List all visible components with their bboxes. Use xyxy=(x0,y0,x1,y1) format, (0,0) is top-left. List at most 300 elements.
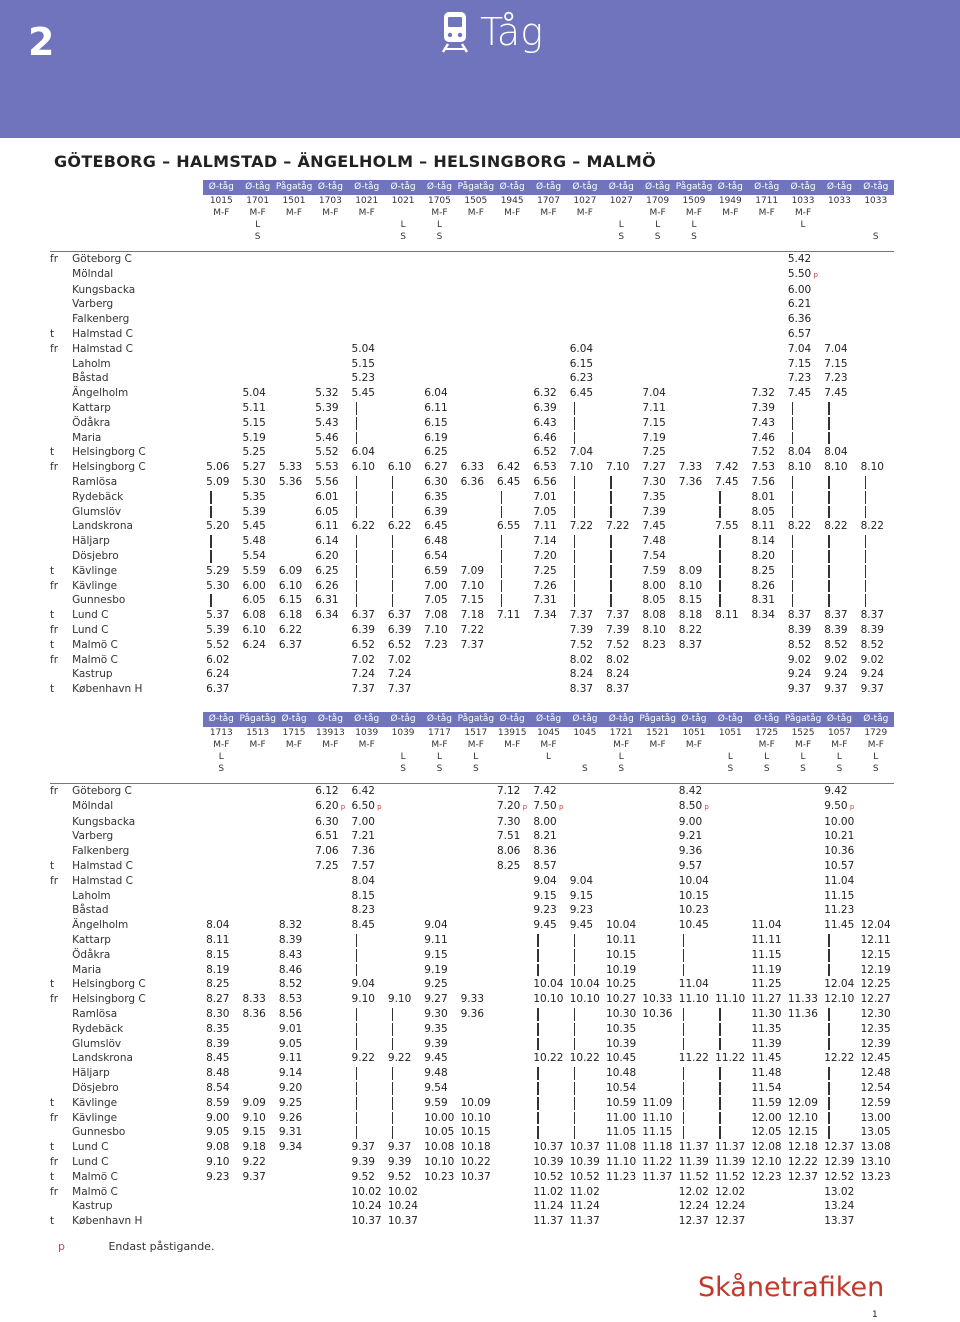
departure-time: 6.34 xyxy=(315,609,339,622)
table-row xyxy=(50,608,894,623)
departure-time: 5.54 xyxy=(242,549,266,562)
departure-time: 9.04 xyxy=(569,874,594,887)
header-row-numbers xyxy=(50,727,894,739)
departure-time: 11.45 xyxy=(751,1052,782,1065)
train-flag: L xyxy=(618,752,624,762)
boarding-only-marker: p xyxy=(702,802,709,811)
departure-time: 10.15 xyxy=(606,948,637,961)
departure-time xyxy=(458,799,494,815)
station-name: Malmö C xyxy=(72,1185,118,1198)
passes-through-marker xyxy=(385,1096,421,1111)
passes-through-marker xyxy=(821,401,857,416)
departure-time xyxy=(712,977,748,992)
departure-time: 5.39 xyxy=(242,505,266,518)
train-days: M-F xyxy=(576,208,593,218)
departure-time xyxy=(530,623,566,638)
departure-time: 8.59 xyxy=(206,1096,230,1109)
passes-through-marker xyxy=(821,475,857,490)
departure-time xyxy=(276,445,312,460)
departure-time: 13.02 xyxy=(824,1185,855,1198)
train-flag xyxy=(349,763,385,775)
departure-time xyxy=(239,829,275,844)
departure-time xyxy=(676,534,712,549)
departure-time xyxy=(603,327,639,342)
train-flag xyxy=(712,231,748,243)
station-name: Ödåkra xyxy=(72,416,111,429)
departure-time: 7.55 xyxy=(715,520,739,533)
departure-time xyxy=(712,401,748,416)
direction-marker xyxy=(50,1125,72,1140)
train-type: Ø-tåg xyxy=(603,712,639,727)
station-name: Kävlinge xyxy=(72,1096,118,1109)
departure-time xyxy=(239,1081,275,1096)
departure-time xyxy=(458,667,494,682)
passes-through-marker xyxy=(385,475,421,490)
departure-time: 7.32 xyxy=(751,387,775,400)
legend-key: p xyxy=(58,1240,65,1253)
departure-time xyxy=(858,342,894,357)
departure-time: 8.23 xyxy=(642,638,666,651)
departure-time xyxy=(712,903,748,918)
train-flag xyxy=(312,763,348,775)
departure-time xyxy=(385,297,421,312)
departure-time: 6.30 xyxy=(424,475,448,488)
train-flag: L xyxy=(800,752,806,762)
train-flag xyxy=(530,231,566,243)
train-days: M-F xyxy=(540,740,557,750)
departure-time: 6.12 xyxy=(312,784,348,799)
departure-time: 7.36 xyxy=(678,475,703,488)
departure-time xyxy=(276,283,312,298)
departure-time: 10.10 xyxy=(569,993,600,1006)
passes-through-marker xyxy=(349,431,385,446)
passes-through-marker xyxy=(676,1125,712,1140)
departure-time xyxy=(858,327,894,342)
departure-time xyxy=(858,445,894,460)
departure-time: 7.04 xyxy=(787,342,812,355)
departure-time: 9.52 xyxy=(351,1170,375,1183)
departure-time: 8.10 xyxy=(860,461,884,474)
table-row xyxy=(50,564,894,579)
station-name: Kungsbacka xyxy=(72,815,136,828)
departure-time xyxy=(421,859,457,874)
departure-time: 8.04 xyxy=(787,446,812,459)
departure-time: 5.27 xyxy=(242,461,266,474)
passes-through-marker xyxy=(349,416,385,431)
direction-marker xyxy=(50,667,72,682)
departure-time: 11.18 xyxy=(642,1141,673,1154)
departure-time: 6.04 xyxy=(569,342,594,355)
departure-time: 12.04 xyxy=(860,919,891,932)
train-days: M-F xyxy=(649,740,666,750)
table-row xyxy=(50,1096,894,1111)
departure-time: 6.02 xyxy=(206,653,230,666)
departure-time xyxy=(749,682,785,697)
departure-time: 7.43 xyxy=(751,416,775,429)
departure-time: 7.33 xyxy=(678,461,703,474)
train-type: Ø-tåg xyxy=(312,712,348,727)
train-number: 1039 xyxy=(391,728,415,738)
passes-through-marker xyxy=(821,1081,857,1096)
departure-time: 8.30 xyxy=(206,1007,230,1020)
departure-time: 8.25 xyxy=(496,859,521,872)
departure-time: 8.52 xyxy=(787,638,812,651)
passes-through-marker xyxy=(385,1037,421,1052)
departure-time: 5.09 xyxy=(206,475,230,488)
departure-time xyxy=(239,1214,275,1229)
departure-time xyxy=(276,1185,312,1200)
departure-time: 6.10 xyxy=(278,579,303,592)
departure-time: 7.51 xyxy=(496,830,521,843)
departure-time xyxy=(785,1214,821,1229)
departure-time xyxy=(785,1066,821,1081)
passes-through-marker xyxy=(712,1125,748,1140)
departure-time xyxy=(458,874,494,889)
departure-time: 7.45 xyxy=(715,475,739,488)
departure-time xyxy=(276,312,312,327)
departure-time xyxy=(458,431,494,446)
passes-through-marker xyxy=(821,416,857,431)
departure-time xyxy=(494,992,530,1007)
train-flag xyxy=(494,231,530,243)
direction-marker xyxy=(50,948,72,963)
departure-time: 10.21 xyxy=(824,830,855,843)
departure-time xyxy=(785,903,821,918)
departure-time: 11.37 xyxy=(642,1170,673,1183)
departure-time: 12.15 xyxy=(860,948,891,961)
departure-time: 11.19 xyxy=(751,963,782,976)
departure-time: 8.39 xyxy=(206,1037,230,1050)
header-row-types xyxy=(50,180,894,195)
departure-time xyxy=(276,357,312,372)
departure-time: 6.55 xyxy=(496,520,521,533)
passes-through-marker xyxy=(712,579,748,594)
departure-time xyxy=(385,431,421,446)
station-name: Varberg xyxy=(72,298,114,311)
station-name: Helsingborg C xyxy=(72,993,146,1006)
train-number: 1949 xyxy=(718,196,742,206)
departure-time: 7.10 xyxy=(569,461,594,474)
departure-time xyxy=(603,815,639,830)
departure-time: 10.48 xyxy=(606,1067,637,1080)
departure-time: 12.18 xyxy=(787,1141,818,1154)
table-row xyxy=(50,1007,894,1022)
departure-time: 9.27 xyxy=(424,993,448,1006)
train-days: M-F xyxy=(504,208,521,218)
passes-through-marker xyxy=(567,948,603,963)
passes-through-marker xyxy=(858,534,894,549)
departure-time: 12.02 xyxy=(715,1185,746,1198)
departure-time xyxy=(749,829,785,844)
passes-through-marker xyxy=(676,933,712,948)
station-name: Halmstad C xyxy=(72,859,133,872)
departure-time: 11.10 xyxy=(678,993,709,1006)
train-flag: S xyxy=(218,764,225,774)
direction-marker: fr xyxy=(50,342,59,355)
departure-time xyxy=(349,312,385,327)
departure-time xyxy=(421,312,457,327)
departure-time xyxy=(749,252,785,267)
departure-time xyxy=(603,416,639,431)
departure-time: 6.14 xyxy=(315,535,339,548)
departure-time xyxy=(494,1007,530,1022)
departure-time: 10.52 xyxy=(533,1170,564,1183)
departure-time: 11.11 xyxy=(751,933,782,946)
departure-time xyxy=(458,903,494,918)
boarding-only-marker: p xyxy=(520,802,528,811)
departure-time xyxy=(421,283,457,298)
train-flag xyxy=(676,751,712,763)
departure-time xyxy=(603,889,639,904)
departure-time: 12.39 xyxy=(860,1037,891,1050)
departure-time xyxy=(312,638,348,653)
departure-time: 8.15 xyxy=(206,948,230,961)
train-type: Ø-tåg xyxy=(749,180,785,195)
direction-marker: t xyxy=(50,978,55,991)
departure-time xyxy=(639,963,675,978)
departure-time xyxy=(676,490,712,505)
passes-through-marker xyxy=(203,505,239,520)
direction-marker: t xyxy=(50,327,55,340)
departure-time xyxy=(421,784,457,799)
departure-time: 11.25 xyxy=(751,978,782,991)
direction-marker xyxy=(50,283,72,298)
passes-through-marker xyxy=(712,505,748,520)
departure-time xyxy=(712,312,748,327)
table-row xyxy=(50,1170,894,1185)
departure-time: 6.52 xyxy=(387,638,412,651)
passes-through-marker xyxy=(349,1096,385,1111)
departure-time xyxy=(858,357,894,372)
departure-time xyxy=(203,844,239,859)
departure-time: 6.22 xyxy=(278,623,303,636)
departure-time xyxy=(494,371,530,386)
spacer-row xyxy=(50,775,894,784)
departure-time: 11.22 xyxy=(715,1052,746,1065)
departure-time xyxy=(312,653,348,668)
header-blank xyxy=(72,751,203,763)
direction-marker xyxy=(50,933,72,948)
train-days: M-F xyxy=(467,208,484,218)
train-flag xyxy=(239,763,275,775)
departure-time xyxy=(458,1185,494,1200)
train-number: 1057 xyxy=(827,728,851,738)
departure-time xyxy=(639,918,675,933)
train-number: 1705 xyxy=(427,196,451,206)
departure-time: 8.06 xyxy=(496,845,521,858)
boarding-only-marker: p xyxy=(338,802,346,811)
direction-marker xyxy=(50,312,72,327)
departure-time xyxy=(203,874,239,889)
departure-time xyxy=(458,889,494,904)
time-value: 8.50 xyxy=(678,799,703,812)
departure-time: 10.37 xyxy=(351,1215,382,1228)
departure-time: 5.52 xyxy=(315,446,339,459)
departure-time xyxy=(203,1185,239,1200)
departure-time: 10.15 xyxy=(678,889,709,902)
departure-time xyxy=(603,874,639,889)
departure-time: 12.11 xyxy=(860,933,891,946)
departure-time: 10.37 xyxy=(387,1215,418,1228)
departure-time: 9.37 xyxy=(860,683,884,696)
departure-time: 9.24 xyxy=(787,668,812,681)
table-row xyxy=(50,371,894,386)
departure-time: 7.30 xyxy=(642,475,666,488)
direction-marker: fr xyxy=(50,874,59,887)
departure-time: 10.52 xyxy=(569,1170,600,1183)
departure-time: 10.10 xyxy=(424,1155,455,1168)
departure-time: 8.46 xyxy=(278,963,303,976)
departure-time xyxy=(494,1096,530,1111)
departure-time xyxy=(603,844,639,859)
departure-time: 9.10 xyxy=(387,993,412,1006)
table-row xyxy=(50,1066,894,1081)
train-flag: L xyxy=(400,752,406,762)
departure-time xyxy=(421,682,457,697)
departure-time: 11.24 xyxy=(533,1200,564,1213)
departure-time: 8.25 xyxy=(751,564,775,577)
departure-time: 7.36 xyxy=(351,845,375,858)
passes-through-marker xyxy=(530,933,566,948)
departure-time: 8.33 xyxy=(242,993,266,1006)
departure-time: 6.37 xyxy=(206,683,230,696)
departure-time: 11.37 xyxy=(715,1141,746,1154)
departure-time xyxy=(749,784,785,799)
passes-through-marker xyxy=(494,505,530,520)
departure-time xyxy=(385,267,421,283)
passes-through-marker xyxy=(603,534,639,549)
departure-time xyxy=(712,445,748,460)
departure-time: 8.02 xyxy=(606,653,630,666)
departure-time xyxy=(821,283,857,298)
direction-marker: fr xyxy=(50,653,59,666)
departure-time xyxy=(203,815,239,830)
departure-time: 7.39 xyxy=(642,505,666,518)
departure-time xyxy=(567,859,603,874)
departure-time: 12.19 xyxy=(860,963,891,976)
departure-time xyxy=(676,445,712,460)
departure-time xyxy=(276,799,312,815)
table-row xyxy=(50,1111,894,1126)
passes-through-marker xyxy=(712,593,748,608)
departure-time xyxy=(421,829,457,844)
departure-time xyxy=(494,903,530,918)
passes-through-marker xyxy=(785,564,821,579)
passes-through-marker xyxy=(530,1037,566,1052)
train-days: M-F xyxy=(213,740,230,750)
header-blank xyxy=(72,195,203,207)
train-type: Ø-tåg xyxy=(567,712,603,727)
departure-time: 12.08 xyxy=(751,1141,782,1154)
departure-time: 10.08 xyxy=(424,1141,455,1154)
departure-time xyxy=(676,297,712,312)
train-number: 1713 xyxy=(209,728,233,738)
train-type: Pågatåg xyxy=(676,180,712,195)
train-number: 13915 xyxy=(497,728,527,738)
departure-time xyxy=(458,1037,494,1052)
table-row xyxy=(50,653,894,668)
departure-time: 8.43 xyxy=(278,948,303,961)
departure-time: 7.37 xyxy=(387,683,412,696)
departure-time: 6.43 xyxy=(533,416,557,429)
train-type: Ø-tåg xyxy=(349,180,385,195)
departure-time: 13.37 xyxy=(824,1215,855,1228)
train-flag xyxy=(203,231,239,243)
departure-time: 11.52 xyxy=(678,1170,709,1183)
departure-time: 7.20 xyxy=(533,549,557,562)
direction-marker: fr xyxy=(50,993,59,1006)
departure-time xyxy=(385,844,421,859)
header-blank xyxy=(72,207,203,219)
table-row xyxy=(50,829,894,844)
departure-time: 9.54 xyxy=(424,1081,448,1094)
departure-time xyxy=(676,371,712,386)
departure-time: 12.37 xyxy=(787,1170,818,1183)
departure-time xyxy=(312,327,348,342)
passes-through-marker xyxy=(603,549,639,564)
departure-time: 8.54 xyxy=(206,1081,230,1094)
passes-through-marker xyxy=(712,549,748,564)
departure-time: 9.57 xyxy=(678,859,703,872)
departure-time xyxy=(276,889,312,904)
departure-time: 7.11 xyxy=(496,609,521,622)
departure-time: 13.08 xyxy=(860,1141,891,1154)
train-flag xyxy=(567,751,603,763)
station-name: Kävlinge xyxy=(72,1111,118,1124)
departure-time xyxy=(712,889,748,904)
departure-time xyxy=(312,1037,348,1052)
direction-marker: fr xyxy=(50,252,72,267)
table-row xyxy=(50,1037,894,1052)
departure-time xyxy=(712,682,748,697)
direction-marker xyxy=(50,549,72,564)
departure-time xyxy=(239,371,275,386)
departure-time xyxy=(312,948,348,963)
departure-time xyxy=(821,312,857,327)
train-type: Ø-tåg xyxy=(203,180,239,195)
direction-marker xyxy=(50,1007,72,1022)
table-row xyxy=(50,505,894,520)
train-number: 1051 xyxy=(682,728,706,738)
departure-time xyxy=(603,1199,639,1214)
departure-time xyxy=(749,312,785,327)
departure-time xyxy=(203,342,239,357)
station-name: Dösjebro xyxy=(72,549,119,562)
departure-time: 6.19 xyxy=(424,431,448,444)
train-days: M-F xyxy=(285,208,303,218)
departure-time xyxy=(785,815,821,830)
departure-time: 6.39 xyxy=(351,623,375,636)
table-row xyxy=(50,401,894,416)
departure-time xyxy=(603,267,639,283)
passes-through-marker xyxy=(785,549,821,564)
departure-time xyxy=(712,297,748,312)
header-blank xyxy=(72,763,203,775)
departure-time: 12.48 xyxy=(860,1067,891,1080)
passes-through-marker xyxy=(203,534,239,549)
departure-time: 11.37 xyxy=(533,1215,564,1228)
departure-time xyxy=(312,1155,348,1170)
departure-time: 7.52 xyxy=(606,638,630,651)
departure-time xyxy=(276,371,312,386)
departure-time xyxy=(494,1170,530,1185)
passes-through-marker xyxy=(821,1066,857,1081)
departure-time: 7.02 xyxy=(387,653,412,666)
station-name: København H xyxy=(72,683,143,696)
departure-time: 12.24 xyxy=(678,1200,709,1213)
train-type: Ø-tåg xyxy=(858,180,894,195)
departure-time: 7.45 xyxy=(642,520,666,533)
